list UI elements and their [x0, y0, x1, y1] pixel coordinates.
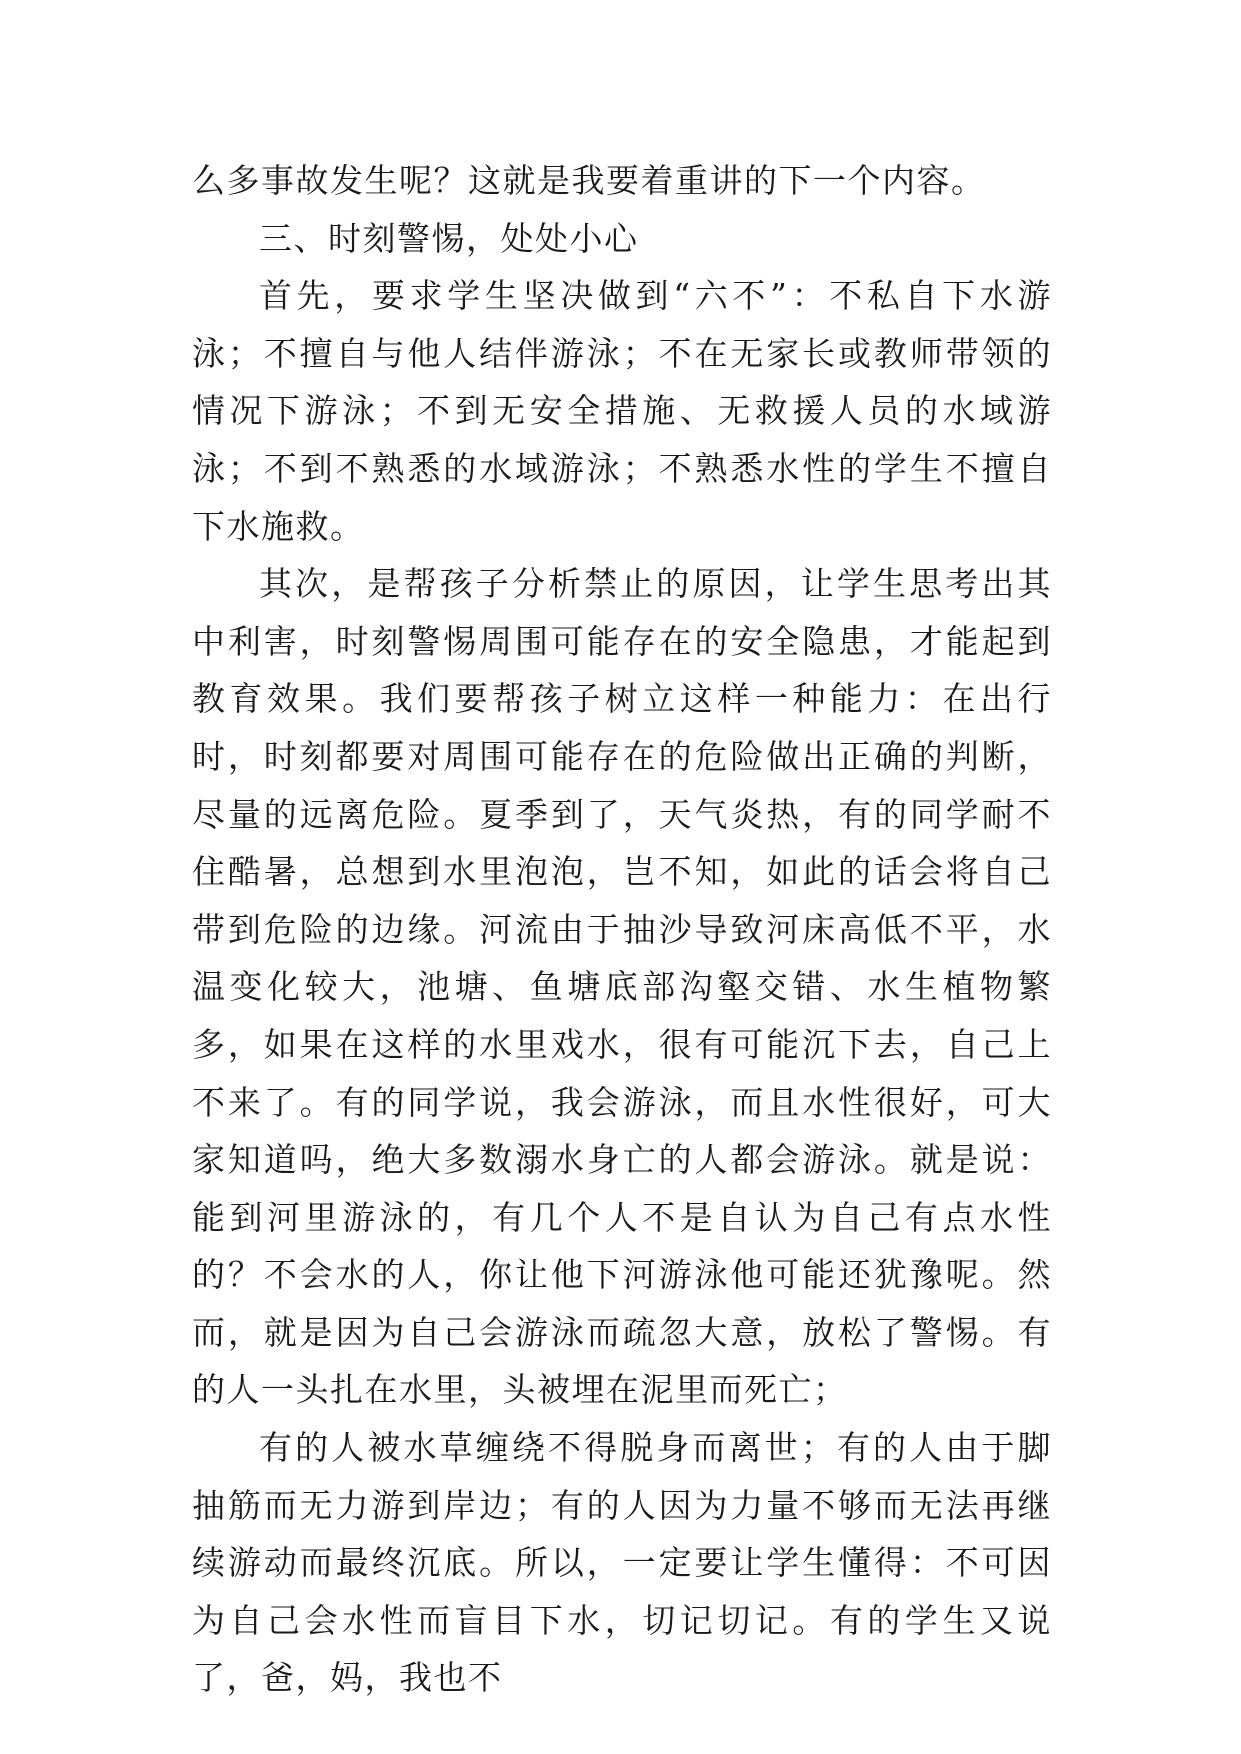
paragraph-second: 其次，是帮孩子分析禁止的原因，让学生思考出其中利害，时刻警惕周围可能存在的安全隐患，才能起到教育效果。我们要帮孩子树立这样一种能力：在出行时，时刻都要对周围可能存在的危险做出正确的判断，尽量的远离危险。夏季到了，天气炎热，有的同学耐不住酷暑，总想到水里泡泡，岂不知，如此的话会将自己带到危险的边缘。河流由于抽沙导致河床高低不平，水温变化较大，池塘、鱼塘底部沟壑交错、水生植物繁多，如果在这样的水里戏水，很有可能沉下去，自己上不来了。有的同学说，我会游泳，而且水性很好，可大家知道吗，绝大多数溺水身亡的人都会游泳。就是说：能到河里游泳的，有几个人不是自认为自己有点水性的？不会水的人，你让他下河游泳他可能还犹豫呢。然而，就是因为自己会游泳而疏忽大意，放松了警惕。有的人一头扎在水里，头被埋在泥里而死亡；	[192, 564, 1052, 1410]
paragraph-first: 首先，要求学生坚决做到“六不”：不私自下水游泳；不擅自与他人结伴游泳；不在无家长或教师带领的情况下游泳；不到无安全措施、无救援人员的水域游泳；不到不熟悉的水域游泳；不熟悉水性的学生不擅自下水施救。	[192, 276, 1052, 546]
section-heading: 三、时刻警惕，处处小心	[259, 218, 639, 258]
paragraph-third: 有的人被水草缠绕不得脱身而离世；有的人由于脚抽筋而无力游到岸边；有的人因为力量不够而无法再继续游动而最终沉底。所以，一定要让学生懂得：不可因为自己会水性而盲目下水，切记切记。有的学生又说了，爸，妈，我也不	[192, 1428, 1052, 1698]
paragraph-continuation: 么多事故发生呢？这就是我要着重讲的下一个内容。	[192, 161, 986, 200]
document-page	[192, 152, 1052, 1707]
